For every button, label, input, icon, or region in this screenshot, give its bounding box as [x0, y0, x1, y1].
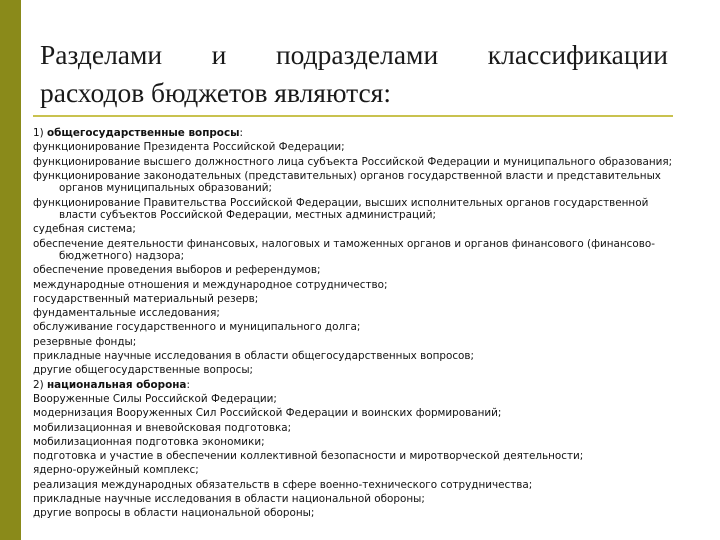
list-item: функционирование высшего должностного лица субъекта Российской Федерации и муниципального образования;	[33, 155, 673, 168]
list-item: обслуживание государственного и муниципального долга;	[33, 321, 361, 334]
title-line-1: Разделами и подразделами классификации	[40, 39, 668, 70]
list-item: судебная система;	[33, 223, 136, 236]
section-colon: :	[239, 127, 244, 139]
list-item: обеспечение деятельности финансовых, налоговых и таможенных органов и органов финансового (финансово-бюджетного) надзора;	[33, 237, 655, 262]
list-item: функционирование законодательных (представительных) органов государственной власти и представительных органов муниципальных образований;	[33, 169, 661, 195]
list-item: другие вопросы в области национальной обороны;	[33, 507, 315, 520]
list-item: модернизация Вооруженных Сил Российской Федерации и воинских формирований;	[33, 407, 502, 420]
list-item: мобилизационная подготовка экономики;	[33, 435, 265, 448]
list-item: международные отношения и международное сотрудничество;	[33, 278, 388, 291]
list-item: обеспечение проведения выборов и референдумов;	[33, 264, 321, 277]
list-item: резервные фонды;	[33, 335, 137, 348]
list-item: подготовка и участие в обеспечении коллективной безопасности и миротворческой деятельности;	[33, 450, 584, 463]
section-heading-1	[33, 127, 683, 139]
list-item: прикладные научные исследования в области национальной обороны;	[33, 493, 425, 506]
list-item: прикладные научные исследования в области общегосударственных вопросов;	[33, 350, 475, 363]
section-number: 1)	[33, 127, 44, 139]
classification-list	[33, 127, 683, 522]
list-item: функционирование Президента Российской Федерации;	[33, 141, 345, 154]
list-item: Вооруженные Силы Российской Федерации;	[33, 392, 277, 405]
slide-title	[40, 36, 668, 112]
list-item: государственный материальный резерв;	[33, 292, 259, 305]
title-divider	[33, 115, 673, 117]
list-item: реализация международных обязательств в сфере военно-технического сотрудничества;	[33, 478, 533, 491]
section-heading-2	[33, 379, 683, 391]
title-line-2: расходов бюджетов являются:	[40, 77, 391, 108]
section-number: 2)	[33, 378, 44, 391]
list-item: функционирование Правительства Российской Федерации, высших исполнительных органов государственной власти субъектов Российской Федерации, местных администраций;	[33, 196, 649, 221]
list-item: фундаментальные исследования;	[33, 307, 220, 320]
list-item: ядерно-оружейный комплекс;	[33, 464, 199, 477]
section-title: общегосударственные вопросы	[46, 127, 240, 139]
section-title: национальная оборона	[46, 378, 187, 391]
list-item: мобилизационная и вневойсковая подготовка;	[33, 421, 292, 434]
side-accent-bar	[0, 0, 21, 540]
section-colon: :	[186, 378, 190, 391]
list-item: другие общегосударственные вопросы;	[33, 364, 254, 377]
